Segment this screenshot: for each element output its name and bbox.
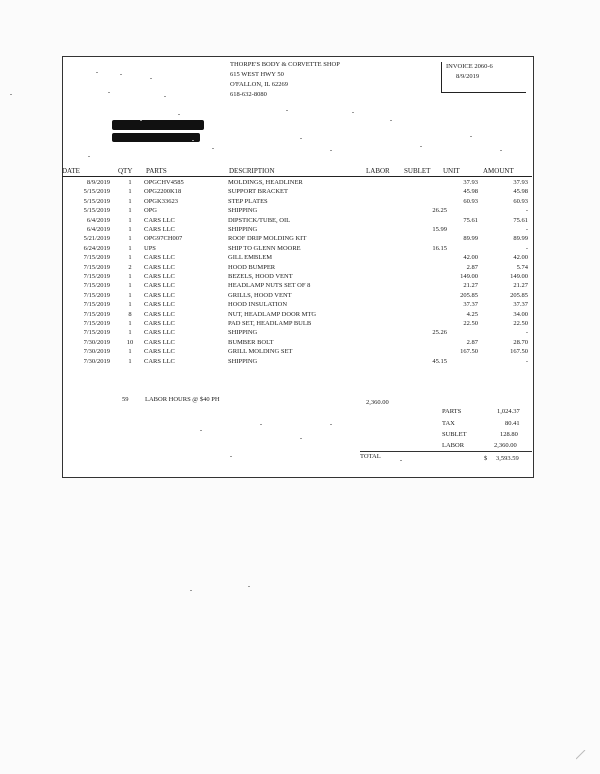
table-row bbox=[62, 328, 532, 337]
row-sublet: 15.99 bbox=[432, 226, 447, 233]
total-rule bbox=[360, 451, 532, 452]
row-description: BEZELS, HOOD VENT bbox=[228, 273, 293, 280]
row-unit: 42.00 bbox=[463, 254, 478, 262]
scan-speck bbox=[248, 586, 250, 587]
row-sublet: 26.25 bbox=[432, 207, 447, 215]
row-part: CARS LLC bbox=[144, 348, 175, 356]
scan-speck bbox=[230, 456, 232, 457]
scan-speck bbox=[300, 138, 302, 139]
row-unit: 2.87 bbox=[466, 338, 478, 346]
row-description: ROOF DRIP MOLDING KIT bbox=[228, 235, 307, 243]
table-row bbox=[62, 206, 532, 215]
total-currency: $ bbox=[484, 455, 488, 462]
table-row bbox=[62, 291, 532, 300]
row-amount: - bbox=[525, 329, 528, 337]
row-qty: 1 bbox=[128, 291, 132, 299]
row-date: 7/15/2019 bbox=[83, 291, 110, 299]
row-unit: 37.37 bbox=[463, 301, 478, 309]
invoice-number: INVOICE 2060-6 bbox=[446, 63, 493, 70]
table-row bbox=[62, 225, 532, 234]
corner-mark-icon bbox=[576, 750, 586, 760]
scan-speck bbox=[212, 148, 214, 149]
row-unit: 2.87 bbox=[466, 263, 478, 271]
tax-label: TAX bbox=[442, 420, 455, 427]
row-description: HOOD BUMPER bbox=[228, 263, 276, 271]
labor-amount: 2,360.00 bbox=[366, 399, 389, 406]
table-row bbox=[62, 357, 532, 366]
row-sublet: 45.15 bbox=[432, 357, 447, 365]
row-amount: 205.85 bbox=[510, 291, 528, 299]
grand-total: 3,593.59 bbox=[496, 455, 519, 462]
scan-speck bbox=[88, 156, 90, 157]
scan-speck bbox=[470, 136, 472, 137]
table-row bbox=[62, 310, 532, 319]
row-sublet: 25.26 bbox=[432, 329, 447, 337]
redaction-bar bbox=[112, 120, 204, 130]
row-amount: 37.37 bbox=[513, 301, 528, 309]
scan-speck bbox=[120, 74, 122, 75]
row-part: CARS LLC bbox=[144, 216, 175, 224]
row-date: 6/24/2019 bbox=[83, 244, 110, 252]
row-description: HEADLAMP NUTS SET OF 8 bbox=[228, 282, 311, 290]
row-part: CARS LLC bbox=[144, 291, 175, 299]
row-part: CARS LLC bbox=[144, 320, 175, 327]
row-amount: 60.93 bbox=[513, 197, 528, 205]
labor-label: LABOR HOURS @ $40 PH bbox=[145, 396, 220, 403]
row-description: GRILLS, HOOD VENT bbox=[228, 291, 292, 299]
row-qty: 1 bbox=[128, 244, 132, 252]
table-row bbox=[62, 197, 532, 206]
table-row bbox=[62, 244, 532, 253]
row-description: SHIPPING bbox=[228, 357, 258, 365]
scan-speck bbox=[420, 146, 422, 147]
labor-total-label: LABOR bbox=[442, 442, 465, 449]
row-description: PAD SET, HEADLAMP BULB bbox=[228, 320, 312, 327]
scan-speck bbox=[96, 72, 98, 73]
row-amount: 75.61 bbox=[513, 216, 528, 224]
row-part: CARS LLC bbox=[144, 301, 175, 309]
row-date: 7/15/2019 bbox=[83, 263, 110, 271]
sublet-total: 128.80 bbox=[500, 431, 518, 438]
row-part: CARS LLC bbox=[144, 357, 175, 365]
row-qty: 1 bbox=[128, 216, 132, 224]
row-date: 7/15/2019 bbox=[83, 273, 110, 280]
column-header-unit: UNIT bbox=[443, 167, 460, 175]
row-amount: 45.98 bbox=[513, 188, 528, 196]
row-date: 6/4/2019 bbox=[86, 226, 110, 233]
table-row bbox=[62, 347, 532, 356]
row-unit: 89.99 bbox=[463, 235, 478, 243]
table-row bbox=[62, 300, 532, 309]
scan-speck bbox=[500, 150, 502, 151]
scan-speck bbox=[330, 424, 332, 425]
labor-total: 2,360.00 bbox=[494, 442, 517, 449]
row-unit: 45.98 bbox=[463, 188, 478, 196]
scan-speck bbox=[164, 96, 166, 97]
shop-city: O'FALLON, IL 62269 bbox=[230, 81, 289, 88]
row-part: CARS LLC bbox=[144, 226, 175, 233]
table-row bbox=[62, 272, 532, 281]
column-header-parts: PARTS bbox=[146, 167, 167, 175]
row-qty: 1 bbox=[128, 348, 132, 356]
row-part: CARS LLC bbox=[144, 282, 175, 290]
row-amount: 34.00 bbox=[513, 310, 528, 318]
row-amount: - bbox=[525, 244, 528, 252]
row-amount: 167.50 bbox=[510, 348, 528, 356]
table-row bbox=[62, 319, 532, 328]
row-qty: 1 bbox=[128, 282, 132, 290]
row-date: 7/15/2019 bbox=[83, 301, 110, 309]
row-description: STEP PLATES bbox=[228, 197, 268, 205]
row-qty: 1 bbox=[128, 226, 132, 233]
row-qty: 1 bbox=[128, 273, 132, 280]
row-qty: 1 bbox=[128, 301, 132, 309]
row-unit: 37.93 bbox=[463, 179, 478, 186]
scan-speck bbox=[400, 460, 402, 461]
scan-speck bbox=[286, 110, 288, 111]
row-description: GILL EMBLEM bbox=[228, 254, 272, 262]
column-header-labor: LABOR bbox=[366, 167, 390, 175]
row-qty: 1 bbox=[128, 197, 132, 205]
row-unit: 60.93 bbox=[463, 197, 478, 205]
row-description: MOLDINGS, HEADLINER bbox=[228, 179, 303, 186]
row-amount: 22.50 bbox=[513, 320, 528, 327]
row-date: 7/15/2019 bbox=[83, 254, 110, 262]
row-date: 7/15/2019 bbox=[83, 320, 110, 327]
shop-name: THORPE'S BODY & CORVETTE SHOP bbox=[230, 61, 340, 68]
row-qty: 1 bbox=[128, 320, 132, 327]
row-unit: 22.50 bbox=[463, 320, 478, 327]
table-row bbox=[62, 281, 532, 290]
scan-speck bbox=[330, 150, 332, 151]
row-date: 5/15/2019 bbox=[83, 207, 110, 215]
row-part: OPGK33623 bbox=[144, 197, 178, 205]
row-part: UPS bbox=[144, 244, 156, 252]
row-qty: 1 bbox=[128, 207, 132, 215]
row-part: CARS LLC bbox=[144, 273, 175, 280]
row-qty: 1 bbox=[128, 329, 132, 337]
row-qty: 8 bbox=[128, 310, 132, 318]
row-amount: 89.99 bbox=[513, 235, 528, 243]
scan-speck bbox=[10, 94, 12, 95]
scan-speck bbox=[190, 590, 192, 591]
table-row bbox=[62, 178, 532, 187]
row-description: SHIP TO GLENN MOORE bbox=[228, 244, 301, 252]
row-amount: 37.93 bbox=[513, 179, 528, 186]
scan-speck bbox=[140, 120, 142, 121]
row-unit: 167.50 bbox=[460, 348, 478, 356]
shop-phone: 618-632-8080 bbox=[230, 91, 267, 98]
column-header-qty: QTY bbox=[118, 167, 133, 175]
column-header-date: DATE bbox=[62, 167, 80, 175]
row-unit: 21.27 bbox=[463, 282, 478, 290]
row-amount: 28.70 bbox=[513, 338, 528, 346]
row-unit: 149.00 bbox=[460, 273, 478, 280]
row-description: NUT, HEADLAMP DOOR MTG bbox=[228, 310, 317, 318]
row-description: GRILL MOLDING SET bbox=[228, 348, 293, 356]
row-qty: 1 bbox=[128, 254, 132, 262]
row-description: SHIPPING bbox=[228, 329, 258, 337]
row-date: 8/9/2019 bbox=[86, 179, 110, 186]
table-row bbox=[62, 216, 532, 225]
scan-speck bbox=[352, 112, 354, 113]
column-header-description: DESCRIPTION bbox=[229, 167, 275, 175]
row-amount: 21.27 bbox=[513, 282, 528, 290]
row-part: CARS LLC bbox=[144, 263, 175, 271]
table-row bbox=[62, 234, 532, 243]
page-corner-mark bbox=[576, 750, 586, 760]
sublet-label: SUBLET bbox=[442, 431, 467, 438]
row-date: 5/21/2019 bbox=[83, 235, 110, 243]
total-label: TOTAL bbox=[360, 453, 381, 460]
row-description: SUPPORT BRACKET bbox=[228, 188, 288, 196]
scan-speck bbox=[178, 114, 180, 115]
row-date: 7/30/2019 bbox=[83, 348, 110, 356]
row-unit: 75.61 bbox=[463, 216, 478, 224]
shop-address: 615 WEST HWY 50 bbox=[230, 71, 284, 78]
row-part: CARS LLC bbox=[144, 254, 175, 262]
row-qty: 1 bbox=[128, 179, 132, 186]
row-date: 7/30/2019 bbox=[83, 357, 110, 365]
column-header-sublet: SUBLET bbox=[404, 167, 431, 175]
redaction-bar bbox=[112, 133, 200, 142]
row-date: 5/15/2019 bbox=[83, 197, 110, 205]
scan-speck bbox=[200, 430, 202, 431]
row-unit: 4.25 bbox=[466, 310, 478, 318]
parts-total: 1,024.37 bbox=[497, 408, 520, 415]
row-part: OPG bbox=[144, 207, 158, 215]
invoice-date: 8/9/2019 bbox=[456, 73, 480, 80]
row-date: 7/15/2019 bbox=[83, 329, 110, 337]
scan-speck bbox=[150, 78, 152, 79]
table-row bbox=[62, 263, 532, 272]
table-row bbox=[62, 253, 532, 262]
parts-label: PARTS bbox=[442, 408, 462, 415]
scan-speck bbox=[108, 92, 110, 93]
row-description: SHIPPING bbox=[228, 207, 258, 215]
row-description: DIPSTICK/TUBE, OIL bbox=[228, 216, 291, 224]
invoice-box bbox=[441, 62, 526, 93]
row-qty: 1 bbox=[128, 235, 132, 243]
row-amount: - bbox=[525, 207, 528, 215]
table-row bbox=[62, 187, 532, 196]
row-part: OPGCHV4585 bbox=[144, 179, 184, 186]
shop-header bbox=[230, 60, 340, 100]
row-date: 7/15/2019 bbox=[83, 310, 110, 318]
tax-total: 80.41 bbox=[505, 420, 520, 427]
row-qty: 1 bbox=[128, 357, 132, 365]
row-sublet: 16.15 bbox=[432, 244, 447, 252]
row-description: BUMBER BOLT bbox=[228, 338, 274, 346]
row-amount: 5.74 bbox=[516, 263, 528, 271]
row-amount: 149.00 bbox=[510, 273, 528, 280]
scan-speck bbox=[300, 438, 302, 439]
row-qty: 2 bbox=[128, 263, 132, 271]
scan-speck bbox=[192, 140, 194, 141]
scan-speck bbox=[260, 424, 262, 425]
row-unit: 205.85 bbox=[460, 291, 478, 299]
table-row bbox=[62, 338, 532, 347]
row-date: 6/4/2019 bbox=[86, 216, 110, 224]
row-amount: - bbox=[525, 226, 528, 233]
header-rule bbox=[62, 176, 532, 177]
row-amount: 42.00 bbox=[513, 254, 528, 262]
row-qty: 1 bbox=[128, 188, 132, 196]
row-part: OPG97CH007 bbox=[144, 235, 183, 243]
row-part: OPG2200K18 bbox=[144, 188, 182, 196]
labor-hours: 59 bbox=[122, 396, 129, 403]
row-date: 7/30/2019 bbox=[83, 338, 110, 346]
row-qty: 10 bbox=[126, 338, 134, 346]
column-header-amount: AMOUNT bbox=[483, 167, 514, 175]
row-description: HOOD INSULATION bbox=[228, 301, 288, 309]
row-part: CARS LLC bbox=[144, 329, 175, 337]
row-part: CARS LLC bbox=[144, 338, 175, 346]
row-description: SHIPPING bbox=[228, 226, 258, 233]
scan-speck bbox=[390, 120, 392, 121]
row-date: 5/15/2019 bbox=[83, 188, 110, 196]
row-part: CARS LLC bbox=[144, 310, 175, 318]
row-amount: - bbox=[525, 357, 528, 365]
row-date: 7/15/2019 bbox=[83, 282, 110, 290]
